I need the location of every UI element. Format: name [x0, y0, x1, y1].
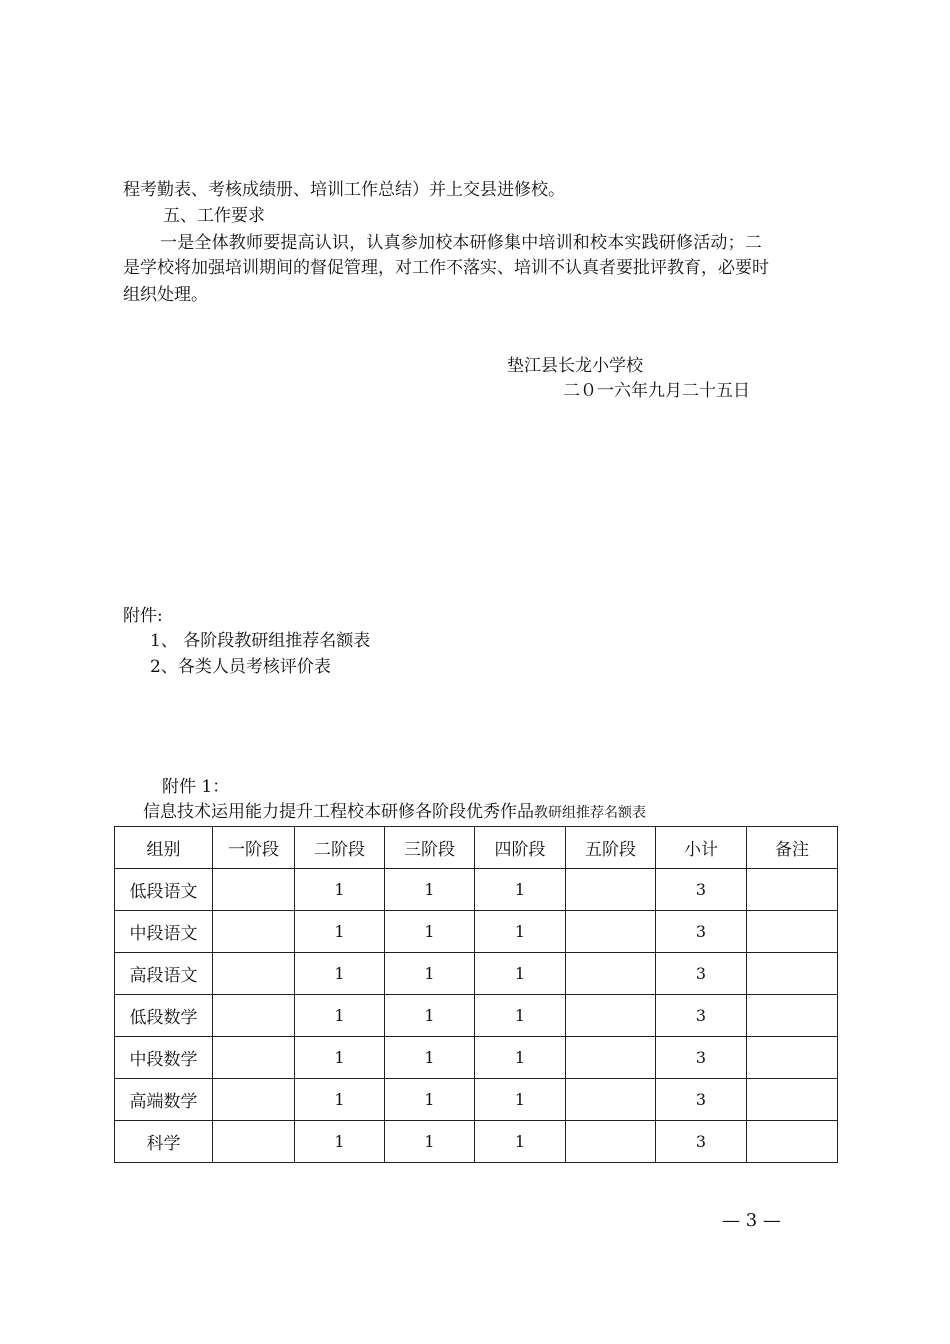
subtotal-cell: 3 — [656, 995, 747, 1037]
table-cell: 1 — [295, 995, 385, 1037]
table-cell — [566, 995, 656, 1037]
table-cell — [566, 911, 656, 953]
remark-cell — [747, 995, 838, 1037]
paragraph-line: 一是全体教师要提高认识，认真参加校本研修集中培训和校本实践研修活动；二 — [160, 233, 762, 253]
subtotal-cell: 3 — [656, 1037, 747, 1079]
group-cell: 高段语文 — [115, 953, 213, 995]
table-cell: 1 — [295, 1079, 385, 1121]
remark-cell — [747, 1037, 838, 1079]
paragraph-line: 组织处理。 — [123, 285, 208, 305]
remark-cell — [747, 1121, 838, 1163]
table-cell: 1 — [475, 953, 566, 995]
table-title-small: 教研组推荐名额表 — [534, 805, 646, 821]
table-row — [115, 953, 838, 995]
table-cell — [213, 1079, 295, 1121]
table-cell: 1 — [385, 911, 475, 953]
table-cell — [213, 995, 295, 1037]
group-cell: 低段语文 — [115, 869, 213, 911]
attachment-item: 2、各类人员考核评价表 — [150, 657, 331, 677]
table-cell: 1 — [385, 869, 475, 911]
table-cell — [213, 1121, 295, 1163]
table-cell — [213, 869, 295, 911]
table-row — [115, 1121, 838, 1163]
table-cell: 1 — [295, 953, 385, 995]
table-cell: 1 — [295, 1121, 385, 1163]
table-cell — [566, 1037, 656, 1079]
table-row — [115, 995, 838, 1037]
table-cell: 1 — [475, 1079, 566, 1121]
table-cell: 1 — [475, 1121, 566, 1163]
paragraph-line: 是学校将加强培训期间的督促管理，对工作不落实、培训不认真者要批评教育，必要时 — [123, 258, 769, 278]
subtotal-cell: 3 — [656, 1121, 747, 1163]
table-cell: 1 — [475, 911, 566, 953]
table-cell: 1 — [295, 869, 385, 911]
table-cell — [566, 869, 656, 911]
group-cell: 中段语文 — [115, 911, 213, 953]
group-cell: 科学 — [115, 1121, 213, 1163]
continuation-text: 程考勤表、考核成绩册、培训工作总结）并上交县进修校。 — [123, 180, 565, 200]
table-row — [115, 911, 838, 953]
table-cell: 1 — [295, 1037, 385, 1079]
table-cell: 1 — [295, 911, 385, 953]
table-cell: 1 — [475, 1037, 566, 1079]
attachment-item: 1、 各阶段教研组推荐名额表 — [150, 631, 371, 651]
table-row — [115, 1079, 838, 1121]
table-cell — [213, 911, 295, 953]
table-title-main: 信息技术运用能力提升工程校本研修各阶段优秀作品 — [143, 802, 534, 822]
header-cell: 五阶段 — [566, 827, 656, 869]
attachments-label: 附件: — [123, 606, 163, 626]
group-cell: 中段数学 — [115, 1037, 213, 1079]
table-cell — [213, 953, 295, 995]
subtotal-cell: 3 — [656, 869, 747, 911]
header-cell: 组别 — [115, 827, 213, 869]
table-row — [115, 1037, 838, 1079]
table-title — [143, 800, 646, 825]
subtotal-cell: 3 — [656, 1079, 747, 1121]
remark-cell — [747, 869, 838, 911]
table-cell: 1 — [385, 1037, 475, 1079]
group-cell: 低段数学 — [115, 995, 213, 1037]
remark-cell — [747, 911, 838, 953]
subtotal-cell: 3 — [656, 953, 747, 995]
table-cell: 1 — [385, 1079, 475, 1121]
group-cell: 高端数学 — [115, 1079, 213, 1121]
header-cell: 四阶段 — [475, 827, 566, 869]
table-cell: 1 — [385, 1121, 475, 1163]
attachment1-label: 附件 1： — [162, 777, 230, 797]
header-cell: 备注 — [747, 827, 838, 869]
table-cell: 1 — [475, 869, 566, 911]
table-cell: 1 — [475, 995, 566, 1037]
table-cell: 1 — [385, 953, 475, 995]
page-number: — 3 — — [722, 1210, 781, 1231]
quota-table — [114, 826, 838, 1163]
table-row — [115, 869, 838, 911]
signature-school: 垫江县长龙小学校 — [507, 356, 643, 376]
header-cell: 二阶段 — [295, 827, 385, 869]
table-cell — [566, 1079, 656, 1121]
table-cell — [566, 1121, 656, 1163]
section-heading: 五、工作要求 — [163, 206, 265, 226]
table-cell — [566, 953, 656, 995]
header-cell: 一阶段 — [213, 827, 295, 869]
remark-cell — [747, 953, 838, 995]
table-cell — [213, 1037, 295, 1079]
remark-cell — [747, 1079, 838, 1121]
table-cell: 1 — [385, 995, 475, 1037]
subtotal-cell: 3 — [656, 911, 747, 953]
header-cell: 小计 — [656, 827, 747, 869]
signature-date: 二０一六年九月二十五日 — [563, 381, 750, 401]
header-cell: 三阶段 — [385, 827, 475, 869]
table-header-row — [115, 827, 838, 869]
